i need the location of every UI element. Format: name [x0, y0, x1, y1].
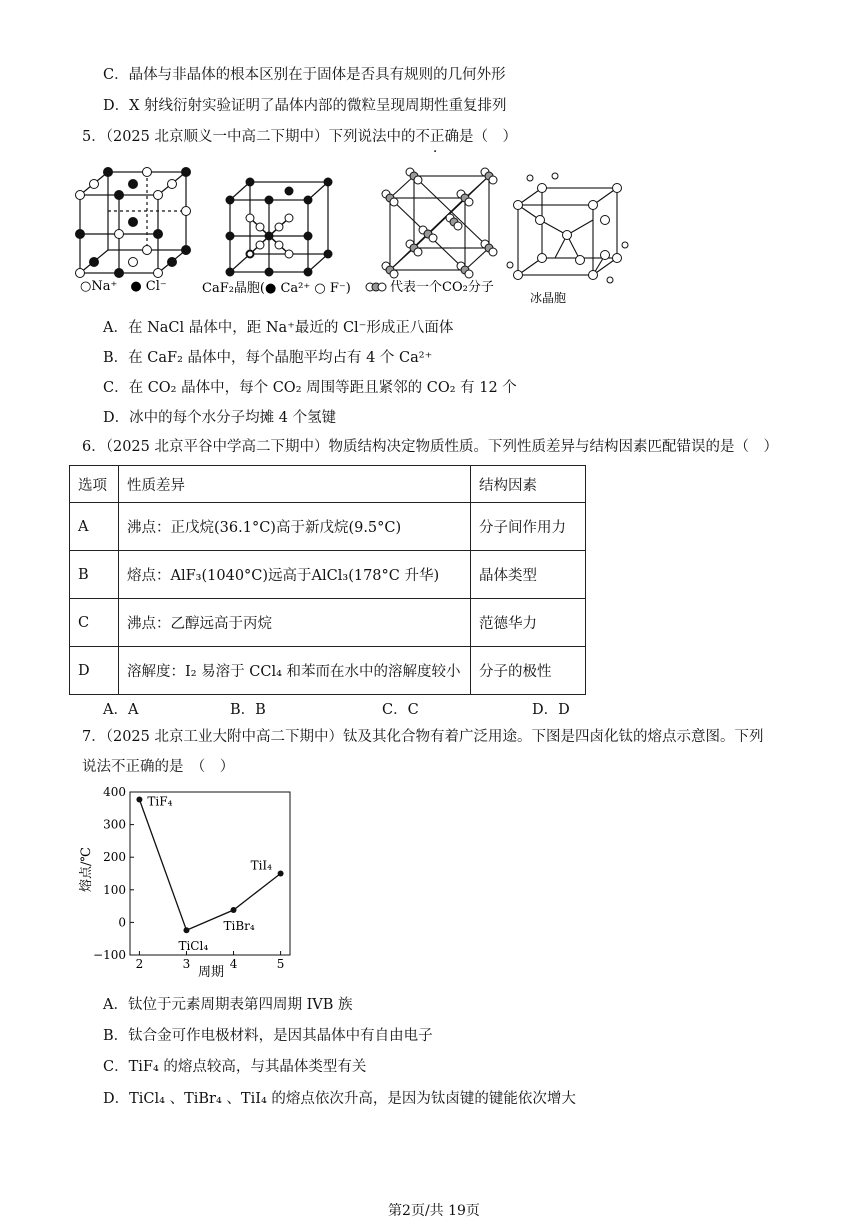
- q6-choice-c: C．C: [382, 702, 419, 718]
- data-point: [231, 907, 237, 913]
- table-cell: 晶体类型: [471, 551, 586, 599]
- q5-option-c: C．在 CO₂ 晶体中，每个 CO₂ 周围等距且紧邻的 CO₂ 有 12 个: [103, 380, 517, 396]
- q6-choice-b: B．B: [230, 702, 266, 718]
- plot-frame: [130, 792, 290, 955]
- q7-stem-line1: 7．（2025 北京工业大附中高二下期中）钛及其化合物有着广泛用途。下图是四卤化钛的熔点示意图。下列: [82, 729, 764, 745]
- table-cell: D: [70, 647, 119, 695]
- point-label: TiI₄: [250, 858, 272, 873]
- table-cell: 分子的极性: [471, 647, 586, 695]
- point-label: TiCl₄: [178, 939, 209, 954]
- co2-legend: 代表一个CO₂分子: [390, 280, 494, 295]
- table-cell: 分子间作用力: [471, 503, 586, 551]
- table-cell: C: [70, 599, 119, 647]
- y-tick-label: 100: [103, 882, 126, 897]
- page-footer: 第2页/共 19页: [388, 1203, 480, 1219]
- x-tick-label: 3: [182, 957, 191, 971]
- y-axis-label: 熔点/℃: [79, 847, 94, 892]
- q6-table: [69, 465, 586, 695]
- table-cell: 沸点：正戊烷(36.1°C)高于新戊烷(9.5°C): [119, 503, 471, 551]
- y-tick-label: −100: [93, 948, 126, 962]
- x-tick-label: 2: [135, 957, 144, 971]
- header-cell: 结构因素: [471, 466, 586, 503]
- q5-emphasis: 不正确: [415, 129, 459, 145]
- header-cell: 性质差异: [119, 466, 471, 503]
- y-tick-label: 400: [103, 785, 126, 799]
- table-row: [70, 647, 586, 695]
- q7-option-d: D．TiCl₄ 、TiBr₄ 、TiI₄ 的熔点依次升高，是因为钛卤键的键能依次增大: [103, 1091, 576, 1107]
- q4-option-c: C．晶体与非晶体的根本区别在于固体是否具有规则的几何外形: [103, 67, 506, 83]
- q7-option-c: C．TiF₄ 的熔点较高，与其晶体类型有关: [103, 1059, 367, 1075]
- x-tick-label: 4: [229, 957, 238, 971]
- data-point: [183, 927, 189, 933]
- q4-option-d: D．X 射线衍射实验证明了晶体内部的微粒呈现周期性重复排列: [103, 98, 507, 114]
- nacl-ions: [76, 168, 191, 278]
- table-header-row: [70, 466, 586, 503]
- ice-molecules: [507, 173, 628, 283]
- y-tick-label: 300: [103, 817, 126, 832]
- q5-stem: 5．（2025 北京顺义一中高二下期中）下列说法中的不正确是（ ）: [82, 129, 517, 145]
- caf2-legend: CaF₂晶胞(● Ca²⁺ ○ F⁻): [202, 281, 351, 296]
- table-cell: 熔点：AlF₃(1040°C)远高于AlCl₃(178°C 升华): [119, 551, 471, 599]
- table-cell: 溶解度：I₂ 易溶于 CCl₄ 和苯而在水中的溶解度较小: [119, 647, 471, 695]
- table-row: [70, 503, 586, 551]
- table-row: [70, 551, 586, 599]
- table-cell: 沸点：乙醇远高于丙烷: [119, 599, 471, 647]
- y-tick-label: 0: [118, 915, 126, 930]
- ice-caption: 冰晶胞: [530, 291, 567, 305]
- y-axis-ticks: [93, 785, 134, 962]
- data-point: [278, 871, 284, 877]
- q5-option-a: A．在 NaCl 晶体中，距 Na⁺最近的 Cl⁻形成正八面体: [103, 320, 454, 336]
- crystal-figures: [70, 160, 650, 310]
- q6-choice-a: A．A: [103, 702, 139, 718]
- table-cell: 范德华力: [471, 599, 586, 647]
- point-label: TiF₄: [147, 794, 173, 809]
- q6-stem: 6．（2025 北京平谷中学高二下期中）物质结构决定物质性质。下列性质差异与结构因素匹配错误的是（ ）: [82, 439, 778, 455]
- y-tick-label: 200: [103, 850, 126, 865]
- x-tick-label: 5: [276, 957, 285, 971]
- nacl-legend: ○Na⁺ ● Cl⁻: [80, 279, 167, 294]
- melting-point-chart: [70, 780, 310, 980]
- header-cell: 选项: [70, 466, 119, 503]
- co2-legend-icon: [366, 283, 386, 291]
- x-axis-label: 周期: [198, 965, 225, 980]
- table-cell: A: [70, 503, 119, 551]
- q5-option-d: D．冰中的每个水分子均摊 4 个氢键: [103, 410, 337, 426]
- data-point: [136, 796, 142, 802]
- point-label: TiBr₄: [223, 919, 255, 934]
- q5-option-b: B．在 CaF₂ 晶体中，每个晶胞平均占有 4 个 Ca²⁺: [103, 350, 433, 366]
- co2-unit-cell: [390, 176, 489, 270]
- q7-option-b: B．钛合金可作电极材料，是因其晶体中有自由电子: [103, 1028, 433, 1044]
- q7-option-a: A．钛位于元素周期表第四周期 IVB 族: [103, 997, 353, 1013]
- q7-stem-line2: 说法不正确的是 （ ）: [82, 759, 235, 775]
- table-cell: B: [70, 551, 119, 599]
- table-row: [70, 599, 586, 647]
- q6-choice-d: D．D: [532, 702, 570, 718]
